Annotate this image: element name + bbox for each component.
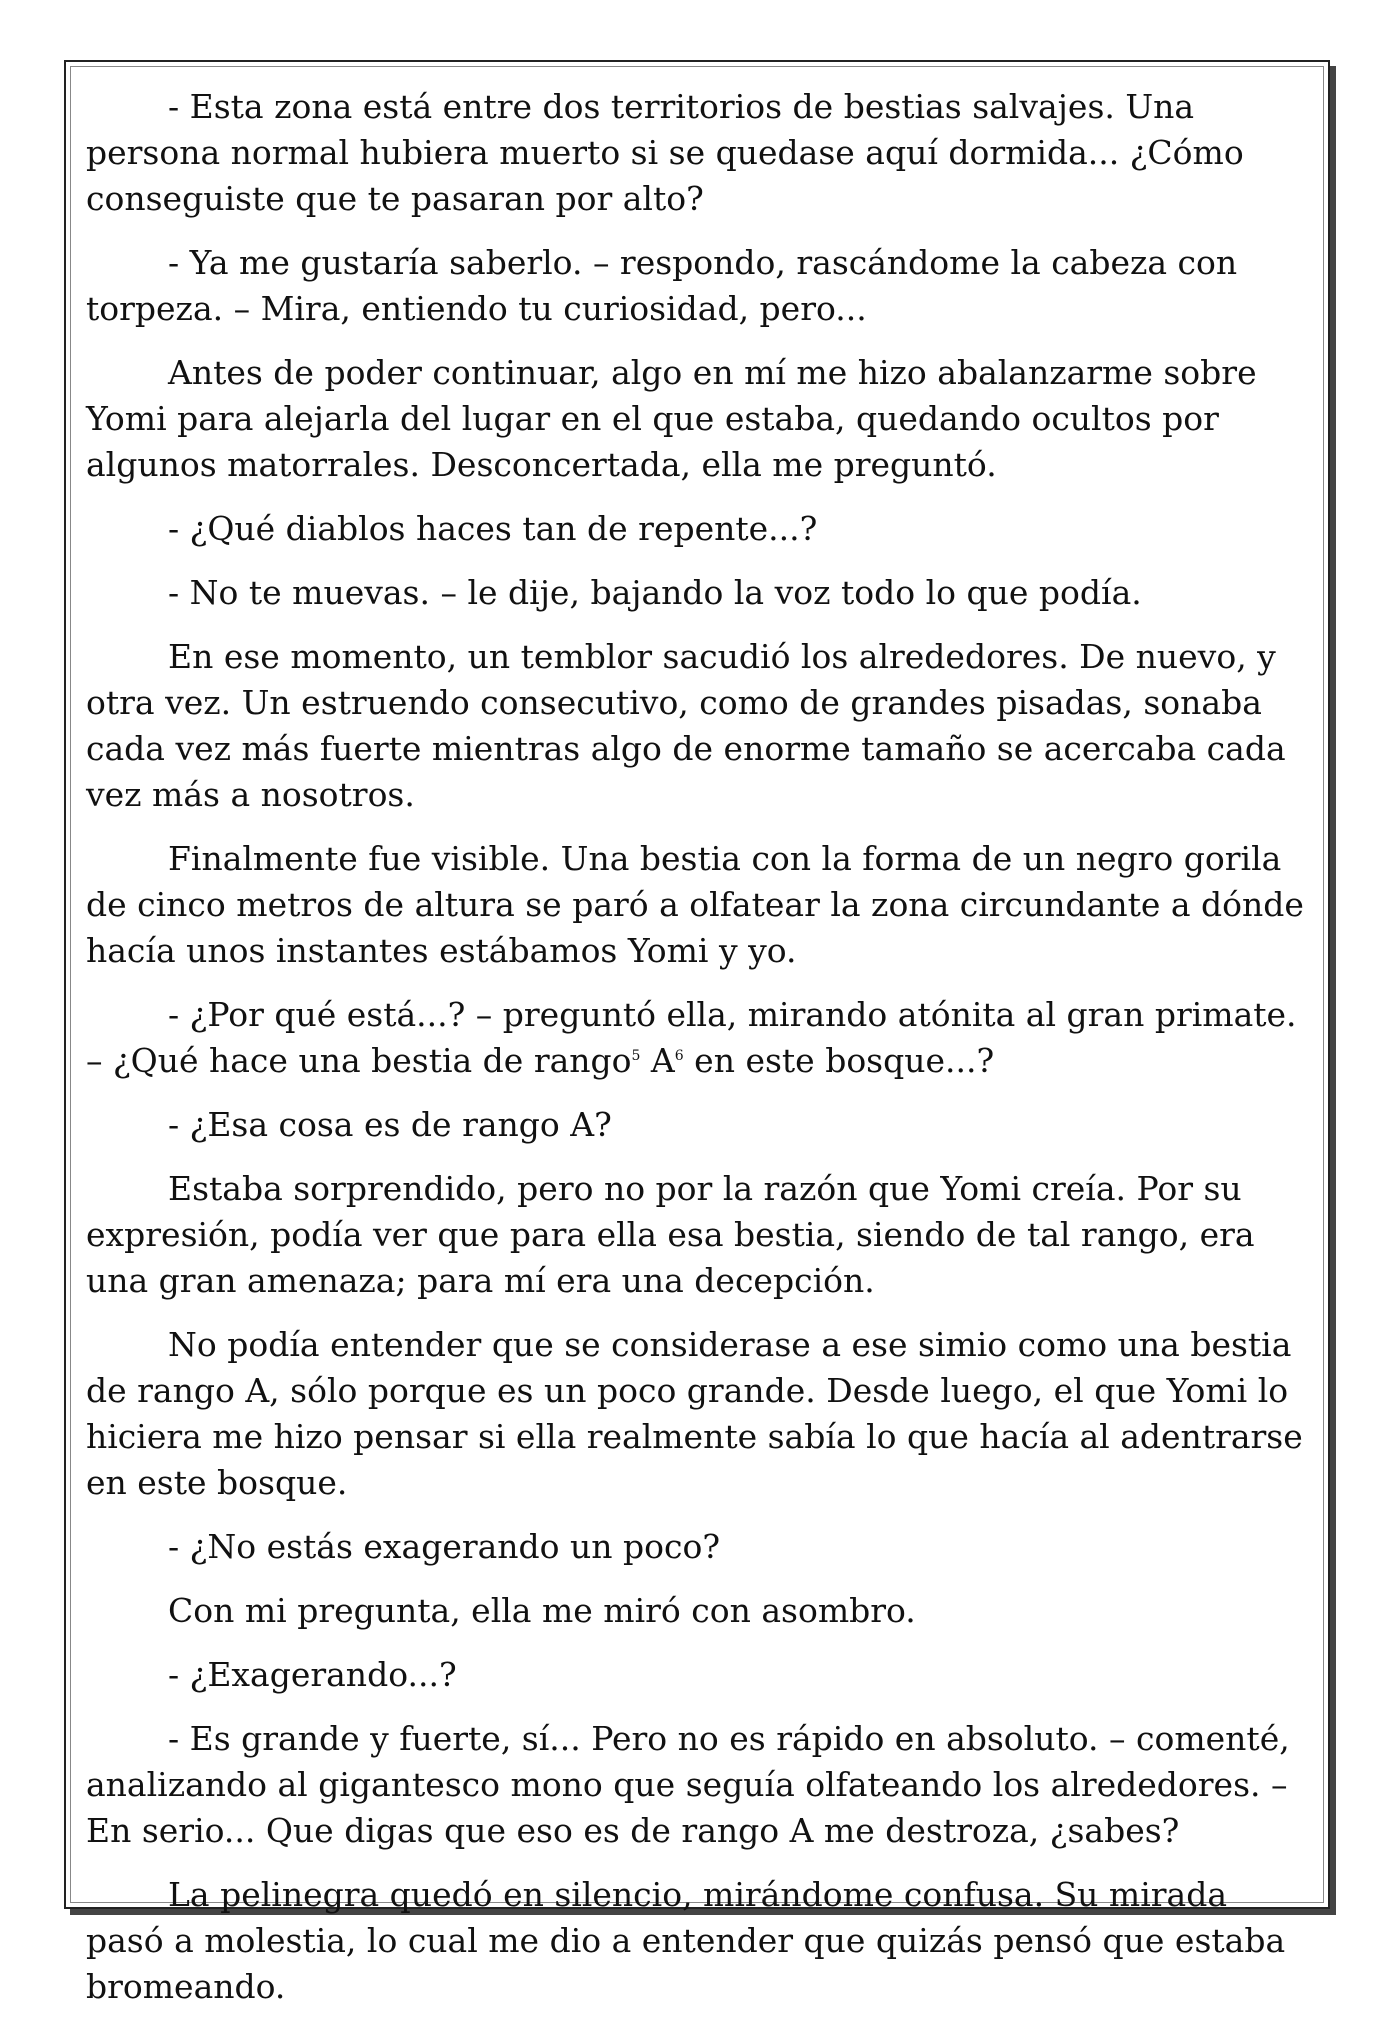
paragraph-text: A — [640, 1041, 675, 1080]
footnote-marker: 6 — [674, 1048, 684, 1064]
paragraph: - Es grande y fuerte, sí... Pero no es rápido en absoluto. – comenté, analizando al gigantesco mono que seguía olfateando los alrededores. – En serio... Que digas que eso es de rango A me destroza, ¿sabes? — [86, 1719, 1290, 1850]
paragraph: Con mi pregunta, ella me miró con asombro. — [168, 1591, 916, 1630]
paragraph: - ¿Exagerando...? — [168, 1655, 457, 1694]
paragraph: No podía entender que se considerase a ese simio como una bestia de rango A, sólo porque es un poco grande. Desde luego, el que Yomi lo hiciera me hizo pensar si ella realmente sabía lo que hacía al adentrarse en este bosque. — [86, 1325, 1303, 1502]
paragraph: En ese momento, un temblor sacudió los alrededores. De nuevo, y otra vez. Un estruendo consecutivo, como de grandes pisadas, sonaba cada vez más fuerte mientras algo de enorme tamaño se acercaba cada vez más a nosotros. — [86, 637, 1286, 814]
document-body — [86, 84, 1308, 2028]
paragraph: Antes de poder continuar, algo en mí me hizo abalanzarme sobre Yomi para alejarla del lugar en el que estaba, quedando ocultos por algunos matorrales. Desconcertada, ella me preguntó. — [86, 353, 1257, 484]
paragraph: - Esta zona está entre dos territorios de bestias salvajes. Una persona normal hubiera muerto si se quedase aquí dormida... ¿Cómo conseguiste que te pasaran por alto? — [86, 87, 1244, 218]
paragraph: - Ya me gustaría saberlo. – respondo, rascándome la cabeza con torpeza. – Mira, entiendo tu curiosidad, pero... — [86, 243, 1238, 328]
paragraph-text: - ¿Por qué está...? – preguntó ella, mirando atónita al gran primate. – ¿Qué hace una bestia de rango — [86, 995, 1297, 1080]
paragraph: - ¿Esa cosa es de rango A? — [168, 1105, 612, 1144]
paragraph: Finalmente fue visible. Una bestia con la forma de un negro gorila de cinco metros de altura se paró a olfatear la zona circundante a dónde hacía unos instantes estábamos Yomi y yo. — [86, 839, 1304, 970]
paragraph: - ¿Qué diablos haces tan de repente...? — [168, 509, 818, 548]
paragraph: - No te muevas. – le dije, bajando la voz todo lo que podía. — [168, 573, 1142, 612]
page-frame — [64, 60, 1330, 2006]
paragraph: - ¿No estás exagerando un poco? — [168, 1527, 721, 1566]
paragraph-text: en este bosque...? — [683, 1041, 995, 1080]
footnote-marker: 5 — [631, 1048, 641, 1064]
paragraph: La pelinegra quedó en silencio, mirándome confusa. Su mirada pasó a molestia, lo cual me dio a entender que quizás pensó que estaba bromeando. — [86, 1875, 1286, 2006]
paragraph-with-footnotes — [86, 992, 1308, 1084]
paragraph: Estaba sorprendido, pero no por la razón que Yomi creía. Por su expresión, podía ver que para ella esa bestia, siendo de tal rango, era una gran amenaza; para mí era una decepción. — [86, 1169, 1255, 1300]
